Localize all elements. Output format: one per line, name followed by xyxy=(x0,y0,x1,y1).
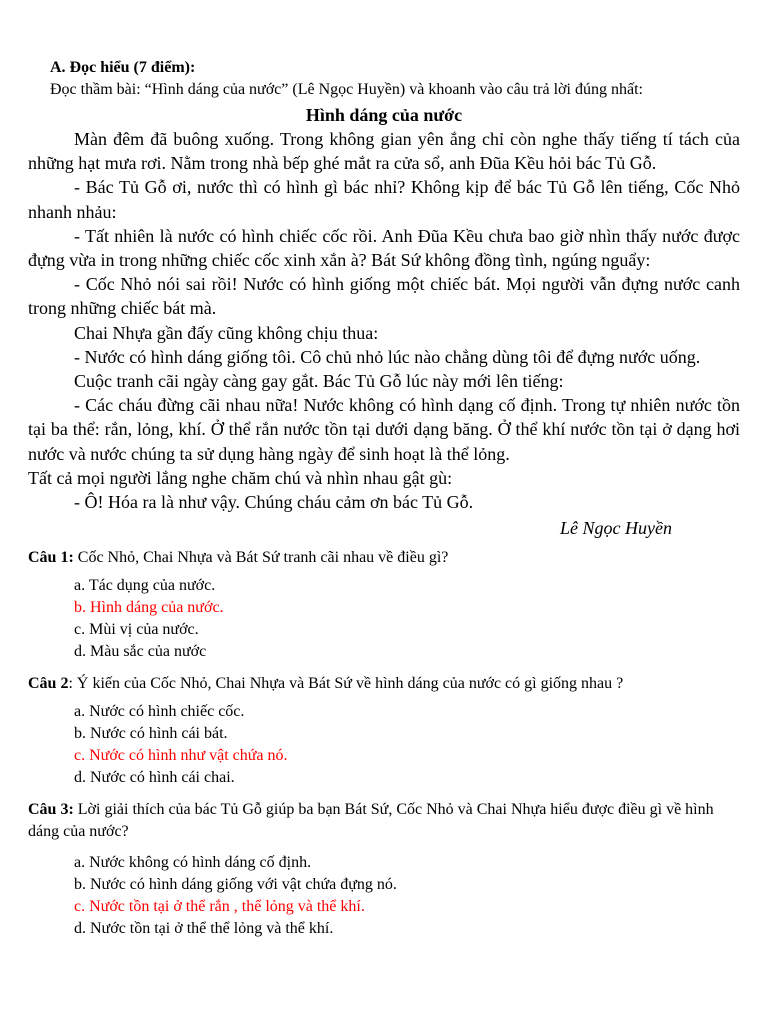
answer-option-c[interactable]: c. Nước tồn tại ở thể rắn , thể lỏng và thể khí. xyxy=(74,898,365,916)
question-2 xyxy=(28,673,740,789)
story-paragraph: - Nước có hình dáng giống tôi. Cô chủ nhỏ lúc nào chẳng dùng tôi để đựng nước uống. xyxy=(74,346,701,367)
question-3 xyxy=(28,799,740,940)
section-instruction: Đọc thầm bài: “Hình dáng của nước” (Lê Ngọc Huyền) và khoanh vào câu trả lời đúng nhất: xyxy=(50,81,643,98)
question-prompt: Lời giải thích của bác Tủ Gỗ giúp ba bạn Bát Sứ, Cốc Nhỏ và Chai Nhựa hiểu được điều gì về hình dáng của nước? xyxy=(28,801,714,841)
story-paragraph: Cuộc tranh cãi ngày càng gay gắt. Bác Tủ Gỗ lúc này mới lên tiếng: xyxy=(74,371,564,392)
answer-options xyxy=(28,575,740,663)
question-label: Câu 2 xyxy=(28,675,69,693)
question-text xyxy=(28,799,740,843)
story-paragraph: Tất cả mọi người lắng nghe chăm chú và nhìn nhau gật gù: xyxy=(28,467,453,488)
story-paragraph: Màn đêm đã buông xuống. Trong không gian yên ắng chỉ còn nghe thấy tiếng tí tách của những hạt mưa rơi. Nằm trong nhà bếp ghé mắt ra cửa sổ, anh Đũa Kều hỏi bác Tủ Gỗ. xyxy=(28,129,740,174)
answer-option-d[interactable]: d. Màu sắc của nước xyxy=(74,643,207,661)
answer-option-b[interactable]: b. Nước có hình cái bát. xyxy=(74,725,228,743)
answer-options xyxy=(28,701,740,789)
story-paragraph: Chai Nhựa gần đấy cũng không chịu thua: xyxy=(74,322,379,343)
question-prompt: Cốc Nhỏ, Chai Nhựa và Bát Sứ tranh cãi nhau về điều gì? xyxy=(73,549,449,567)
story-paragraph: - Các cháu đừng cãi nhau nữa! Nước không có hình dạng cố định. Trong tự nhiên nước tồn tại ba thể: rắn, lỏng, khí. Ở thể rắn nước tồn tại dưới dạng băng. Ở thể khí nước tồn tại ở dạng hơi nước và nước chúng ta sử dụng hàng ngày để sinh hoạt là thể lỏng. xyxy=(28,395,740,464)
story-author: Lê Ngọc Huyền xyxy=(560,518,672,539)
question-text xyxy=(28,673,740,695)
story-paragraph: - Ô! Hóa ra là như vậy. Chúng cháu cảm ơn bác Tủ Gỗ. xyxy=(74,492,474,513)
answer-option-a[interactable]: a. Nước không có hình dáng cố định. xyxy=(74,854,312,872)
story-paragraph: - Cốc Nhỏ nói sai rồi! Nước có hình giống một chiếc bát. Mọi người vẫn đựng nước canh trong những chiếc bát mà. xyxy=(28,274,740,319)
answer-option-c[interactable]: c. Mùi vị của nước. xyxy=(74,621,199,639)
story-body xyxy=(28,127,740,514)
answer-option-d[interactable]: d. Nước có hình cái chai. xyxy=(74,769,235,787)
answer-options xyxy=(28,852,740,940)
question-text xyxy=(28,547,740,569)
answer-option-b[interactable]: b. Nước có hình dáng giống với vật chứa đựng nó. xyxy=(74,876,397,894)
story-title: Hình dáng của nước xyxy=(305,105,463,125)
section-heading: A. Đọc hiểu (7 điểm): xyxy=(50,59,196,76)
question-label: Câu 1: xyxy=(28,549,74,567)
question-prompt: : Ý kiến của Cốc Nhỏ, Chai Nhựa và Bát Sứ về hình dáng của nước có gì giống nhau ? xyxy=(68,675,624,693)
answer-option-d[interactable]: d. Nước tồn tại ở thể thể lỏng và thể khí. xyxy=(74,920,334,938)
question-label: Câu 3: xyxy=(28,801,74,819)
story-paragraph: - Bác Tủ Gỗ ơi, nước thì có hình gì bác nhỉ? Không kịp để bác Tủ Gỗ lên tiếng, Cốc Nhỏ nhanh nhảu: xyxy=(28,177,740,222)
answer-option-a[interactable]: a. Nước có hình chiếc cốc. xyxy=(74,703,245,721)
answer-option-a[interactable]: a. Tác dụng của nước. xyxy=(74,577,216,595)
answer-option-c[interactable]: c. Nước có hình như vật chứa nó. xyxy=(74,747,288,765)
question-1 xyxy=(28,547,740,663)
story-paragraph: - Tất nhiên là nước có hình chiếc cốc rồi. Anh Đũa Kều chưa bao giờ nhìn thấy nước được đựng vừa in trong những chiếc cốc xinh xắn à? Bát Sứ không đồng tình, ngúng nguẩy: xyxy=(28,225,740,271)
answer-option-b[interactable]: b. Hình dáng của nước. xyxy=(74,599,224,617)
